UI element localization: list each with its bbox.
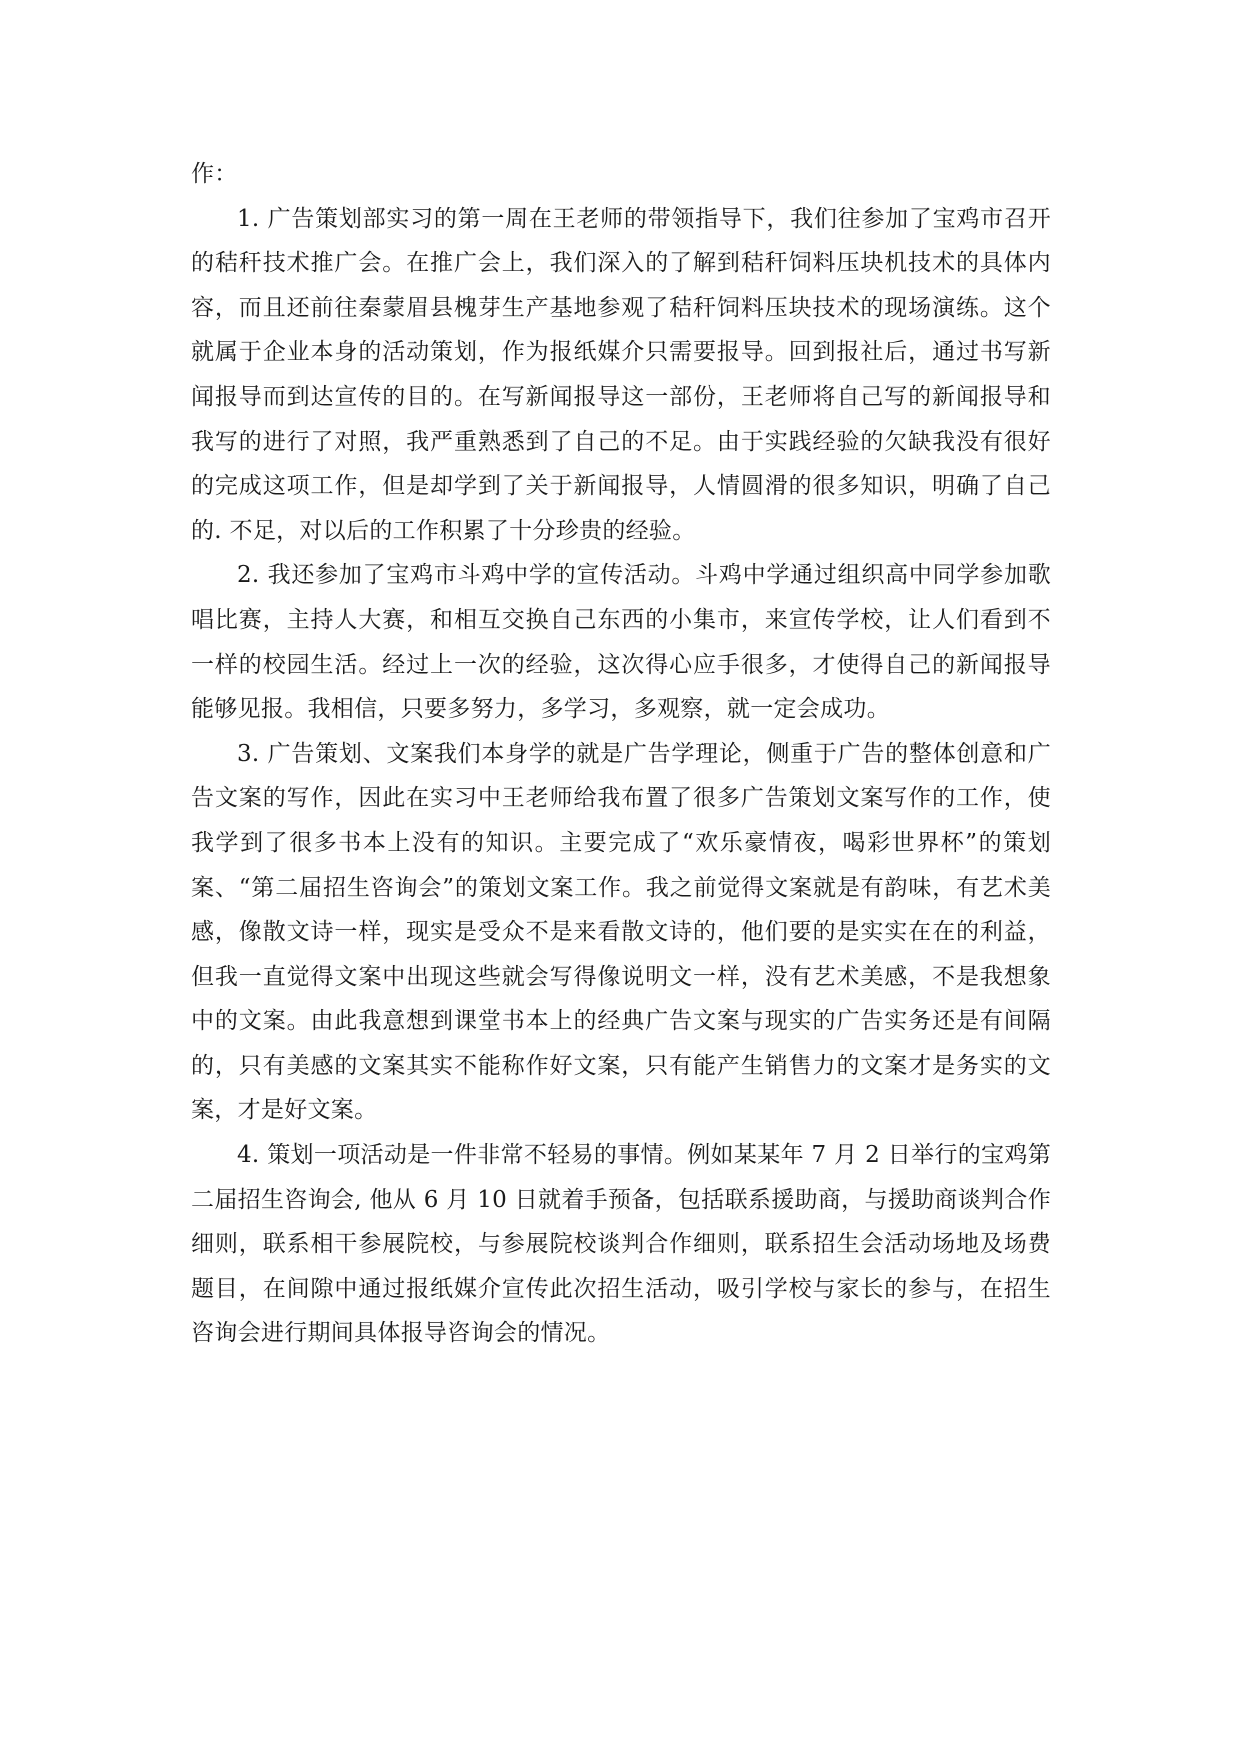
document-body	[191, 152, 1051, 1356]
paragraph-continuation: 作：	[191, 161, 238, 187]
paragraph-item-4: 4. 策划一项活动是一件非常不轻易的事情。例如某某年 7 月 2 日举行的宝鸡第二届招生咨询会, 他从 6 月 10 日就着手预备，包括联系援助商，与援助商谈判合作细则，联系相干参展院校，与参展院校谈判合作细则，联系招生会活动场地及场费题目，在间隙中通过报纸媒介宣传此次招生活动，吸引学校与家长的参与，在招生咨询会进行期间具体报导咨询会的情况。	[191, 1142, 1051, 1347]
paragraph-item-1: 1. 广告策划部实习的第一周在王老师的带领指导下，我们往参加了宝鸡市召开的秸秆技术推广会。在推广会上，我们深入的了解到秸秆饲料压块机技术的具体内容，而且还前往秦蒙眉县槐芽生产基地参观了秸秆饲料压块技术的现场演练。这个就属于企业本身的活动策划，作为报纸媒介只需要报导。回到报社后，通过书写新闻报导而到达宣传的目的。在写新闻报导这一部份，王老师将自己写的新闻报导和我写的进行了对照，我严重熟悉到了自己的不足。由于实践经验的欠缺我没有很好的完成这项工作，但是却学到了关于新闻报导，人情圆滑的很多知识，明确了自己的. 不足，对以后的工作积累了十分珍贵的经验。	[191, 205, 1051, 544]
paragraph-item-2: 2. 我还参加了宝鸡市斗鸡中学的宣传活动。斗鸡中学通过组织高中同学参加歌唱比赛，主持人大赛，和相互交换自己东西的小集市，来宣传学校，让人们看到不一样的校园生活。经过上一次的经验，这次得心应手很多，才使得自己的新闻报导能够见报。我相信，只要多努力，多学习，多观察，就一定会成功。	[191, 562, 1051, 723]
paragraph-item-3: 3. 广告策划、文案我们本身学的就是广告学理论，侧重于广告的整体创意和广告文案的写作，因此在实习中王老师给我布置了很多广告策划文案写作的工作，使我学到了很多书本上没有的知识。主要完成了“欢乐豪情夜，喝彩世界杯”的策划案、“第二届招生咨询会”的策划文案工作。我之前觉得文案就是有韵味，有艺术美感，像散文诗一样，现实是受众不是来看散文诗的，他们要的是实实在在的利益，但我一直觉得文案中出现这些就会写得像说明文一样，没有艺术美感，不是我想象中的文案。由此我意想到课堂书本上的经典广告文案与现实的广告实务还是有间隔的，只有美感的文案其实不能称作好文案，只有能产生销售力的文案才是务实的文案，才是好文案。	[191, 740, 1051, 1124]
